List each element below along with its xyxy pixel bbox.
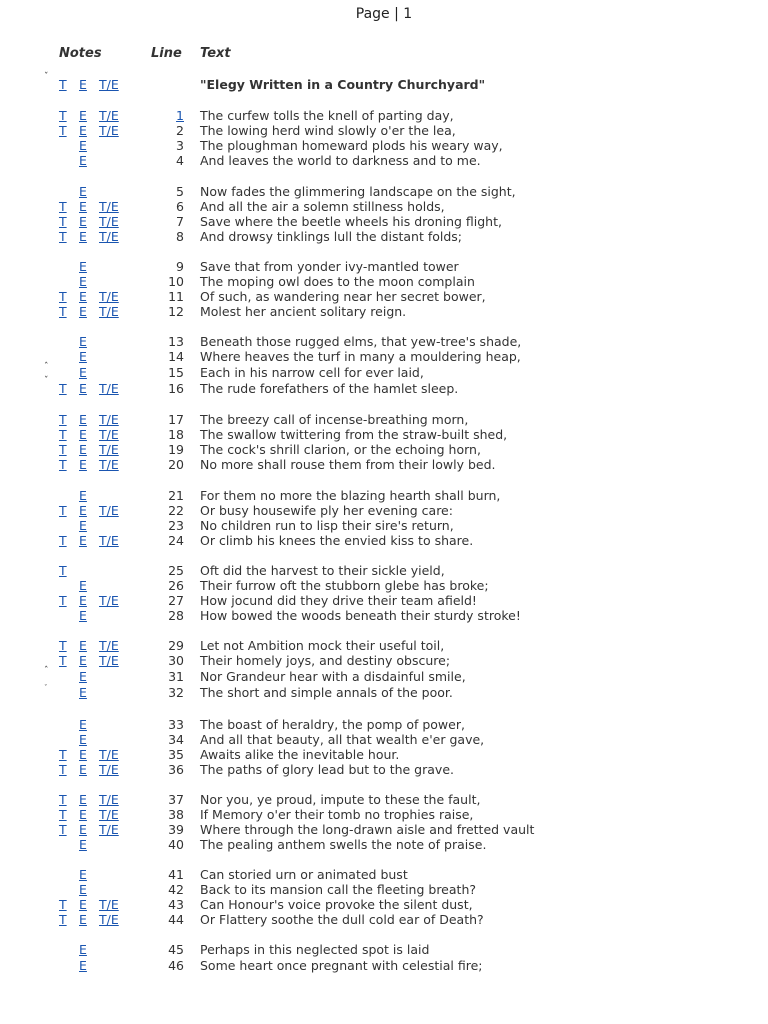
poem-line-text: Nor you, ye proud, impute to these the fault, [200,792,481,807]
poem-row [0,518,768,533]
e-note-link[interactable]: E [79,488,87,503]
poem-row [0,653,768,668]
poem-line-text: And all the air a solemn stillness holds, [200,199,445,214]
line-number: 32 [168,685,184,700]
e-note-link[interactable]: E [79,912,87,927]
t-note-link[interactable]: T [59,381,67,396]
poem-row [0,503,768,518]
line-number: 38 [168,807,184,822]
t-note-link[interactable]: T [59,199,67,214]
line-number: 10 [168,274,184,289]
te-note-link[interactable]: T/E [99,108,119,123]
e-note-link[interactable]: E [79,381,87,396]
poem-line-text: Now fades the glimmering landscape on the sight, [200,184,516,199]
poem-row [0,442,768,457]
e-note-link[interactable]: E [79,138,87,153]
line-number: 37 [168,792,184,807]
e-note-link[interactable]: E [79,199,87,214]
e-note-link[interactable]: E [79,807,87,822]
poem-title: "Elegy Written in a Country Churchyard" [200,77,486,92]
te-note-link[interactable]: T/E [99,381,119,396]
e-note-link[interactable]: E [79,427,87,442]
e-note-link[interactable]: E [79,867,87,882]
line-number: 41 [168,867,184,882]
e-note-link[interactable]: E [79,653,87,668]
e-note-link[interactable]: E [79,274,87,289]
te-note-link[interactable]: T/E [99,912,119,927]
poem-row [0,427,768,442]
t-note-link[interactable]: T [59,638,67,653]
line-number: 27 [168,593,184,608]
poem-row [0,229,768,244]
poem-row [0,867,768,882]
te-note-link[interactable]: T/E [99,289,119,304]
poem-row [0,942,768,957]
poem-line-text: Beneath those rugged elms, that yew-tree's shade, [200,334,522,349]
e-note-link[interactable]: E [79,304,87,319]
e-note-link[interactable]: E [79,412,87,427]
poem-line-text: And all that beauty, all that wealth e'er gave, [200,732,485,747]
poem-row [0,274,768,289]
poem-row [0,488,768,503]
poem-line-text: The lowing herd wind slowly o'er the lea, [200,123,456,138]
te-note-link[interactable]: T/E [99,503,119,518]
poem-line-text: For them no more the blazing hearth shall burn, [200,488,501,503]
caret-up-icon[interactable]: ˆ [44,362,49,372]
poem-line-text: Save that from yonder ivy-mantled tower [200,259,459,274]
e-note-link[interactable]: E [79,457,87,472]
e-note-link[interactable]: E [79,533,87,548]
e-note-link[interactable]: E [79,685,87,700]
t-note-link[interactable]: T [59,807,67,822]
poem-row [0,153,768,168]
poem-row [0,138,768,153]
e-note-link[interactable]: E [79,334,87,349]
e-note-link[interactable]: E [79,593,87,608]
poem-row [0,837,768,852]
poem-line-text: The ploughman homeward plods his weary way, [200,138,503,153]
poem-line-text: The rude forefathers of the hamlet sleep. [200,381,459,396]
poem-line-text: The pealing anthem swells the note of praise. [200,837,487,852]
line-number: 14 [168,349,184,364]
e-note-link[interactable]: E [79,123,87,138]
e-note-link[interactable]: E [79,958,87,973]
t-note-link[interactable]: T [59,747,67,762]
poem-line-text: The short and simple annals of the poor. [200,685,453,700]
line-number: 30 [168,653,184,668]
poem-row [0,184,768,199]
text-header: Text [200,46,231,61]
poem-line-text: No children run to lisp their sire's return, [200,518,454,533]
e-note-link[interactable]: E [79,762,87,777]
t-note-link[interactable]: T [59,822,67,837]
e-note-link[interactable]: E [79,442,87,457]
poem-row [0,412,768,427]
poem-line-text: No more shall rouse them from their lowly bed. [200,457,496,472]
te-note-link[interactable]: T/E [99,533,119,548]
poem-row [0,807,768,822]
line-number: 8 [176,229,184,244]
poem-row [0,289,768,304]
poem-line-text: Awaits alike the inevitable hour. [200,747,400,762]
line-number: 33 [168,717,184,732]
te-note-link[interactable]: T/E [99,442,119,457]
t-note-link[interactable]: T [59,792,67,807]
te-note-link[interactable]: T/E [99,593,119,608]
line-number: 24 [168,533,184,548]
line-number: 28 [168,608,184,623]
e-note-link[interactable]: E [79,942,87,957]
line-number: 5 [176,184,184,199]
te-note-link[interactable]: T/E [99,427,119,442]
poem-line-text: Molest her ancient solitary reign. [200,304,407,319]
poem-row [0,533,768,548]
poem-line-text: The curfew tolls the knell of parting day, [200,108,454,123]
line-number: 13 [168,334,184,349]
t-note-link[interactable]: T [59,912,67,927]
poem-line-text: Nor Grandeur hear with a disdainful smile, [200,669,466,684]
e-note-link[interactable]: E [79,897,87,912]
e-note-link[interactable]: E [79,77,87,92]
te-note-link[interactable]: T/E [99,77,119,92]
e-note-link[interactable]: E [79,214,87,229]
poem-row [0,747,768,762]
e-note-link[interactable]: E [79,108,87,123]
t-note-link[interactable]: T [59,653,67,668]
poem-line-text: Where through the long-drawn aisle and fretted vault [200,822,535,837]
poem-row [0,123,768,138]
e-note-link[interactable]: E [79,259,87,274]
e-note-link[interactable]: E [79,153,87,168]
t-note-link[interactable]: T [59,229,67,244]
line-number: 22 [168,503,184,518]
t-note-link[interactable]: T [59,108,67,123]
line-number: 18 [168,427,184,442]
line-number: 6 [176,199,184,214]
poem-row [0,762,768,777]
poem-row [0,259,768,274]
e-note-link[interactable]: E [79,503,87,518]
line-number: 44 [168,912,184,927]
poem-line-text: Or Flattery soothe the dull cold ear of Death? [200,912,484,927]
poem-row [0,608,768,623]
poem-row [0,578,768,593]
poem-row [0,362,768,380]
poem-line-text: Can storied urn or animated bust [200,867,408,882]
te-note-link[interactable]: T/E [99,747,119,762]
line-number: 45 [168,942,184,957]
line-header: Line [151,46,182,61]
poem-line-text: Their homely joys, and destiny obscure; [200,653,451,668]
poem-line-text: Of such, as wandering near her secret bower, [200,289,486,304]
line-number: 21 [168,488,184,503]
caret-up-icon[interactable]: ˆ [44,666,49,676]
poem-line-text: The breezy call of incense-breathing morn, [200,412,469,427]
line-number: 4 [176,153,184,168]
poem-row [0,638,768,653]
page-header [0,6,768,22]
te-note-link[interactable]: T/E [99,304,119,319]
e-note-link[interactable]: E [79,792,87,807]
line-number: 36 [168,762,184,777]
poem-row [0,792,768,807]
line-number: 46 [168,958,184,973]
line-number[interactable]: 1 [176,108,184,123]
t-note-link[interactable]: T [59,427,67,442]
e-note-link[interactable]: E [79,822,87,837]
poem-line-text: Let not Ambition mock their useful toil, [200,638,445,653]
poem-row [0,563,768,578]
t-note-link[interactable]: T [59,442,67,457]
poem-row [0,717,768,732]
poem-line-text: Where heaves the turf in many a mouldering heap, [200,349,521,364]
poem-line-text: And leaves the world to darkness and to me. [200,153,481,168]
poem-line-text: Save where the beetle wheels his droning flight, [200,214,502,229]
line-number: 15 [168,365,184,380]
poem-line-text: Their furrow oft the stubborn glebe has broke; [200,578,489,593]
poem-row [0,376,768,396]
e-note-link[interactable]: E [79,669,87,684]
caret-down-icon[interactable]: ˇ [44,376,49,386]
line-number: 23 [168,518,184,533]
poem-row [0,897,768,912]
e-note-link[interactable]: E [79,638,87,653]
poem-line-text: Or climb his knees the envied kiss to share. [200,533,474,548]
e-note-link[interactable]: E [79,717,87,732]
poem-line-text: Some heart once pregnant with celestial fire; [200,958,483,973]
line-number: 3 [176,138,184,153]
t-note-link[interactable]: T [59,123,67,138]
te-note-link[interactable]: T/E [99,653,119,668]
line-number: 35 [168,747,184,762]
e-note-link[interactable]: E [79,747,87,762]
t-note-link[interactable]: T [59,503,67,518]
e-note-link[interactable]: E [79,837,87,852]
poem-line-text: Each in his narrow cell for ever laid, [200,365,424,380]
te-note-link[interactable]: T/E [99,822,119,837]
poem-row [0,108,768,123]
te-note-link[interactable]: T/E [99,457,119,472]
poem-row [0,214,768,229]
caret-down-icon[interactable]: ˇ [44,72,49,82]
line-number: 17 [168,412,184,427]
line-number: 40 [168,837,184,852]
te-note-link[interactable]: T/E [99,638,119,653]
te-note-link[interactable]: T/E [99,229,119,244]
te-note-link[interactable]: T/E [99,897,119,912]
poem-row [0,457,768,472]
t-note-link[interactable]: T [59,289,67,304]
notes-header: Notes [59,46,102,61]
te-note-link[interactable]: T/E [99,214,119,229]
poem-row [0,958,768,973]
e-note-link[interactable]: E [79,184,87,199]
poem-row [0,349,768,364]
t-note-link[interactable]: T [59,412,67,427]
poem-line-text: How jocund did they drive their team afield! [200,593,477,608]
poem-row [0,593,768,608]
te-note-link[interactable]: T/E [99,199,119,214]
te-note-link[interactable]: T/E [99,807,119,822]
poem-line-text: The boast of heraldry, the pomp of power, [200,717,465,732]
e-note-link[interactable]: E [79,289,87,304]
line-number: 12 [168,304,184,319]
line-number: 39 [168,822,184,837]
poem-line-text: The swallow twittering from the straw-built shed, [200,427,508,442]
poem-row [0,912,768,927]
line-number: 11 [168,289,184,304]
poem-row [0,685,768,700]
e-note-link[interactable]: E [79,578,87,593]
te-note-link[interactable]: T/E [99,792,119,807]
e-note-link[interactable]: E [79,518,87,533]
line-number: 7 [176,214,184,229]
poem-row [0,334,768,349]
poem-row [0,304,768,319]
poem-row [0,822,768,837]
page-number: Page | 1 [355,6,413,22]
poem-line-text: Can Honour's voice provoke the silent dust, [200,897,473,912]
line-number: 9 [176,259,184,274]
line-number: 2 [176,123,184,138]
caret-down-icon[interactable]: ˇ [44,684,48,692]
line-number: 42 [168,882,184,897]
e-note-link[interactable]: E [79,732,87,747]
poem-line-text: Or busy housewife ply her evening care: [200,503,453,518]
line-number: 31 [168,669,184,684]
e-note-link[interactable]: E [79,349,87,364]
poem-row [0,882,768,897]
poem-line-text: And drowsy tinklings lull the distant folds; [200,229,463,244]
line-number: 26 [168,578,184,593]
poem-row [0,666,768,684]
t-note-link[interactable]: T [59,593,67,608]
line-number: 20 [168,457,184,472]
e-note-link[interactable]: E [79,365,87,380]
te-note-link[interactable]: T/E [99,412,119,427]
t-note-link[interactable]: T [59,214,67,229]
e-note-link[interactable]: E [79,608,87,623]
line-number: 25 [168,563,184,578]
t-note-link[interactable]: T [59,563,67,578]
poem-row [0,199,768,214]
te-note-link[interactable]: T/E [99,762,119,777]
poem-line-text: Perhaps in this neglected spot is laid [200,942,430,957]
line-number: 16 [168,381,184,396]
poem-line-text: The cock's shrill clarion, or the echoing horn, [200,442,481,457]
poem-line-text: How bowed the woods beneath their sturdy stroke! [200,608,521,623]
e-note-link[interactable]: E [79,229,87,244]
t-note-link[interactable]: T [59,457,67,472]
poem-line-text: Back to its mansion call the fleeting breath? [200,882,476,897]
poem-line-text: The paths of glory lead but to the grave. [200,762,454,777]
t-note-link[interactable]: T [59,897,67,912]
line-number: 29 [168,638,184,653]
line-number: 43 [168,897,184,912]
t-note-link[interactable]: T [59,304,67,319]
title-row [0,72,768,92]
line-number: 34 [168,732,184,747]
line-number: 19 [168,442,184,457]
t-note-link[interactable]: T [59,762,67,777]
poem-line-text: The moping owl does to the moon complain [200,274,475,289]
e-note-link[interactable]: E [79,882,87,897]
poem-line-text: Oft did the harvest to their sickle yield, [200,563,445,578]
column-headers [0,46,768,62]
poem-line-text: If Memory o'er their tomb no trophies raise, [200,807,474,822]
te-note-link[interactable]: T/E [99,123,119,138]
poem-row [0,732,768,747]
t-note-link[interactable]: T [59,533,67,548]
t-note-link[interactable]: T [59,77,67,92]
